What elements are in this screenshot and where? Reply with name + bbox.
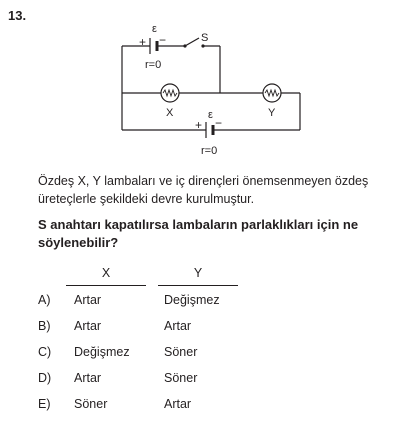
battery-bottom (206, 122, 213, 138)
circuit-diagram (0, 0, 410, 170)
question-number: 13. (8, 8, 27, 23)
header-rule-y (158, 285, 238, 286)
header-rule-x (66, 285, 146, 286)
emf-label-bottom: ε (208, 109, 213, 121)
option-x-value: Artar (74, 293, 102, 307)
lamp-x-icon (161, 84, 179, 102)
question-description: Özdeş X, Y lambaları ve iç dirençleri önemsenmeyen özdeş üreteçlerle şekildeki devre kurulmuştur. (38, 174, 369, 206)
option-y-value: Değişmez (164, 293, 220, 307)
question-prompt: S anahtarı kapatılırsa lambaların parlaklıkları için ne söylenebilir? (38, 217, 359, 250)
switch-contact-right (201, 44, 204, 47)
option-x-value: Artar (74, 319, 102, 333)
option-y-value: Söner (164, 345, 198, 359)
option-letter: C) (38, 345, 52, 359)
column-header-y: Y (193, 266, 203, 280)
option-letter: E) (38, 397, 51, 411)
lamp-y-icon (263, 84, 281, 102)
option-letter: B) (38, 319, 51, 333)
lamp-y-label: Y (268, 107, 276, 119)
option-x-value: Söner (74, 397, 108, 411)
option-letter: D) (38, 371, 52, 385)
lamp-x-label: X (166, 107, 174, 119)
plus-sign-bottom: + (195, 118, 203, 132)
switch-contact-left (183, 44, 186, 47)
option-x-value: Değişmez (74, 345, 130, 359)
battery-top (150, 38, 157, 54)
minus-sign-bottom: − (215, 116, 223, 130)
option-x-value: Artar (74, 371, 102, 385)
option-y-value: Artar (164, 397, 192, 411)
option-y-value: Artar (164, 319, 192, 333)
plus-sign-top: + (139, 35, 147, 49)
column-header-x: X (101, 266, 111, 280)
resistance-label-bottom: r=0 (201, 145, 218, 157)
emf-label-top: ε (152, 23, 157, 35)
switch-label: S (201, 32, 209, 44)
option-y-value: Söner (164, 371, 198, 385)
minus-sign-top: − (159, 33, 167, 47)
option-letter: A) (38, 293, 51, 307)
resistance-label-top: r=0 (145, 59, 162, 71)
